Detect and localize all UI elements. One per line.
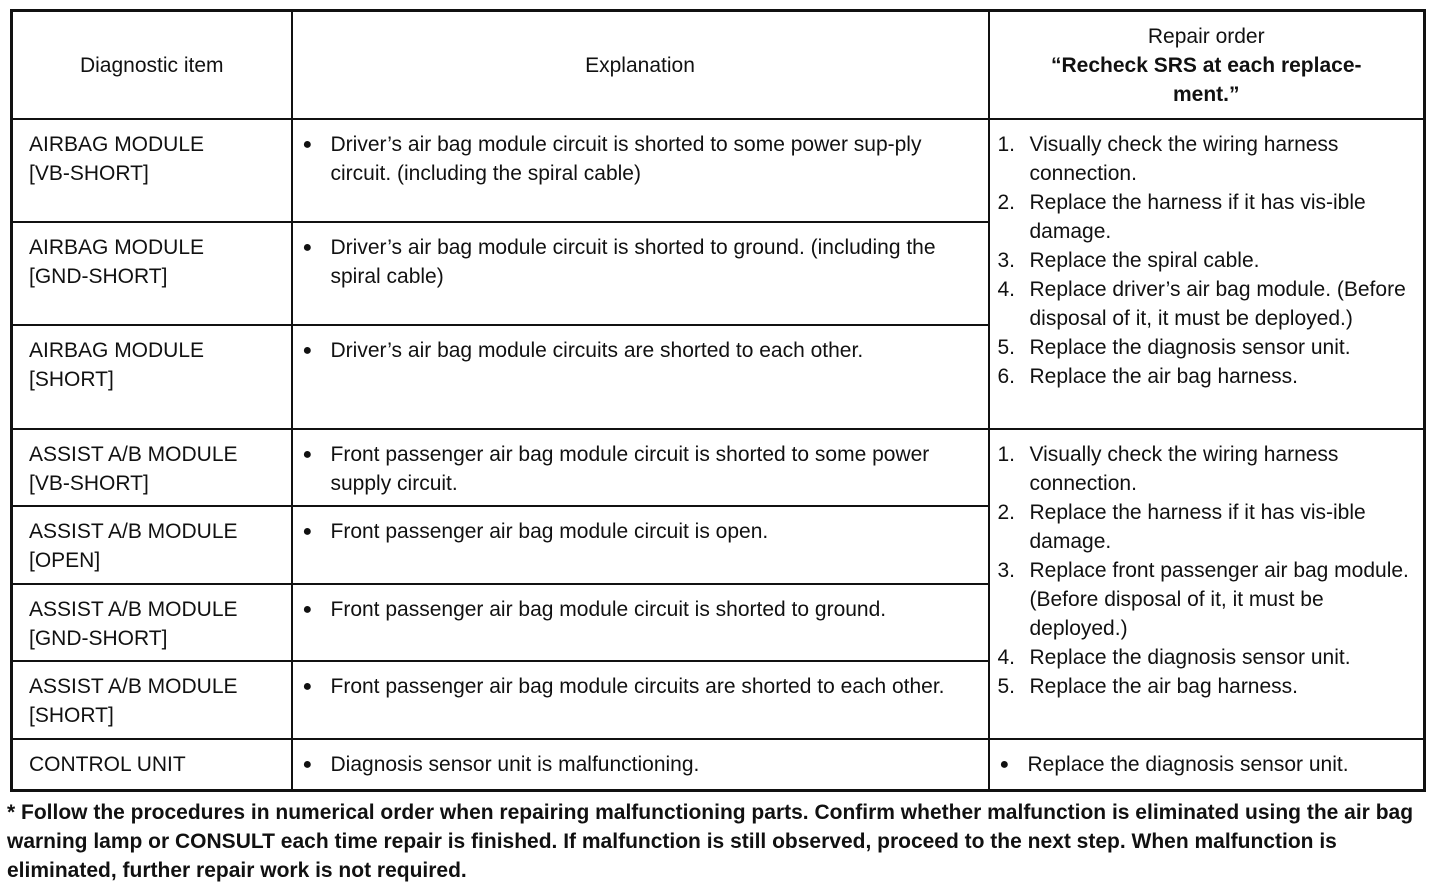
repair-order-note-line1: “Recheck SRS at each replace- bbox=[1051, 53, 1362, 77]
repair-steps-driver bbox=[990, 120, 1424, 391]
repair-steps-cell-driver bbox=[989, 119, 1425, 429]
diagnostic-item-cell bbox=[12, 429, 292, 506]
table-row bbox=[12, 739, 1425, 790]
bullet-icon: ● bbox=[302, 601, 313, 618]
repair-step: 1. Visually check the wiring harness connection. bbox=[997, 133, 1339, 185]
diagnostic-item: ASSIST A/B MODULE [GND-SHORT] bbox=[29, 598, 238, 650]
repair-step: 1. Visually check the wiring harness connection. bbox=[997, 443, 1339, 495]
bullet-icon: ● bbox=[302, 136, 313, 153]
repair-step: 5. Replace the diagnosis sensor unit. bbox=[997, 336, 1351, 359]
footnote: * Follow the procedures in numerical order when repairing malfunctioning parts. Confirm whether malfunction is eliminated using the air bag warning lamp or CONSULT each time repair is finished. If malfunction is still observed, proceed to the next step. When malfunction is eliminated, further repair work is not required. bbox=[7, 801, 1414, 882]
repair-steps-passenger bbox=[990, 430, 1424, 701]
table-header-row bbox=[12, 11, 1425, 120]
header-repair-order bbox=[989, 11, 1425, 120]
repair-order-note-line2: ment.” bbox=[1172, 82, 1240, 106]
explanation-cell bbox=[292, 584, 989, 661]
repair-cell-control-unit bbox=[989, 739, 1425, 790]
bullet-icon: ● bbox=[302, 342, 313, 359]
repair-order-title: Repair order bbox=[1147, 24, 1265, 48]
bullet-icon: ● bbox=[999, 756, 1010, 773]
bullet-icon: ● bbox=[302, 523, 313, 540]
diagnostic-item: AIRBAG MODULE [VB-SHORT] bbox=[29, 133, 205, 185]
repair-step: 4. Replace driver’s air bag module. (Before disposal of it, it must be deployed.) bbox=[997, 278, 1406, 330]
header-diagnostic-item: Diagnostic item bbox=[12, 11, 292, 120]
repair-step: 2. Replace the harness if it has vis-ible damage. bbox=[997, 501, 1366, 553]
diagnostic-item: AIRBAG MODULE [GND-SHORT] bbox=[29, 236, 205, 288]
explanation-text: Front passenger air bag module circuits are shorted to each other. bbox=[330, 675, 945, 698]
repair-step: 2. Replace the harness if it has vis-ible damage. bbox=[997, 191, 1366, 243]
repair-step: 4. Replace the diagnosis sensor unit. bbox=[997, 646, 1351, 669]
explanation-text: Driver’s air bag module circuits are shorted to each other. bbox=[330, 339, 864, 362]
repair-text: Replace the diagnosis sensor unit. bbox=[1027, 753, 1349, 776]
explanation-text: Driver’s air bag module circuit is shorted to some power sup-ply circuit. (including the spiral cable) bbox=[330, 133, 922, 185]
bullet-icon: ● bbox=[302, 756, 313, 773]
explanation-text: Front passenger air bag module circuit is open. bbox=[330, 520, 769, 543]
diagnostic-item: ASSIST A/B MODULE [OPEN] bbox=[29, 520, 238, 572]
bullet-icon: ● bbox=[302, 678, 313, 695]
repair-steps-cell-passenger bbox=[989, 429, 1425, 739]
explanation-cell bbox=[292, 119, 989, 222]
explanation-cell bbox=[292, 325, 989, 429]
diagnostic-item-cell bbox=[12, 739, 292, 790]
repair-step: 3. Replace front passenger air bag module. (Before disposal of it, it must be deployed.) bbox=[997, 559, 1409, 640]
table-row bbox=[12, 119, 1425, 222]
explanation-cell bbox=[292, 429, 989, 506]
diagnostic-item-cell bbox=[12, 506, 292, 584]
repair-step: 3. Replace the spiral cable. bbox=[997, 249, 1260, 272]
bullet-icon: ● bbox=[302, 446, 313, 463]
diagnostic-item: CONTROL UNIT bbox=[29, 753, 186, 776]
explanation-cell bbox=[292, 739, 989, 790]
explanation-cell bbox=[292, 661, 989, 739]
diagnostic-item-cell bbox=[12, 661, 292, 739]
diagnostic-item: AIRBAG MODULE [SHORT] bbox=[29, 339, 205, 391]
explanation-text: Front passenger air bag module circuit is shorted to some power supply circuit. bbox=[330, 443, 930, 495]
header-explanation: Explanation bbox=[292, 11, 989, 120]
explanation-text: Diagnosis sensor unit is malfunctioning. bbox=[330, 753, 700, 776]
explanation-text: Front passenger air bag module circuit is shorted to ground. bbox=[330, 598, 887, 621]
repair-step: 6. Replace the air bag harness. bbox=[997, 365, 1298, 388]
diagnostic-table bbox=[10, 9, 1426, 792]
table-row bbox=[12, 429, 1425, 506]
diagnostic-item: ASSIST A/B MODULE [SHORT] bbox=[29, 675, 238, 727]
diagnostic-item-cell bbox=[12, 584, 292, 661]
explanation-cell bbox=[292, 506, 989, 584]
explanation-text: Driver’s air bag module circuit is shorted to ground. (including the spiral cable) bbox=[330, 236, 936, 288]
diagnostic-item-cell bbox=[12, 325, 292, 429]
repair-step: 5. Replace the air bag harness. bbox=[997, 675, 1298, 698]
diagnostic-item: ASSIST A/B MODULE [VB-SHORT] bbox=[29, 443, 238, 495]
diagnostic-item-cell bbox=[12, 119, 292, 222]
bullet-icon: ● bbox=[302, 239, 313, 256]
diagnostic-item-cell bbox=[12, 222, 292, 325]
explanation-cell bbox=[292, 222, 989, 325]
